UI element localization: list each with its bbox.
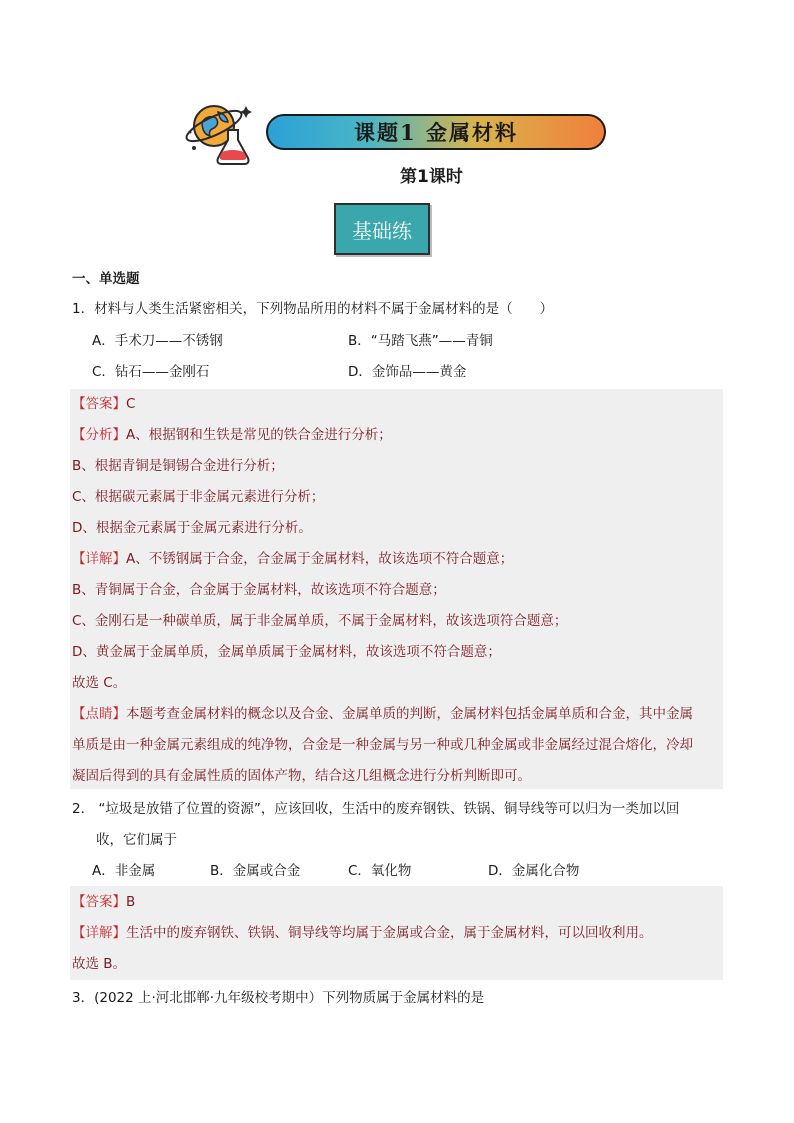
analysis-line: B、根据青铜是铜锡合金进行分析； (72, 458, 284, 474)
q1-answer (72, 394, 135, 414)
section-label: 基础练 (334, 203, 430, 255)
q2-detail (72, 923, 653, 943)
q2-stem: 2． “垃圾是放错了位置的资源”，应该回收，生活中的废弃钢铁、铁锅、铜导线等可以归为一类加以回 (72, 801, 680, 817)
detail-tag: 【详解】 (72, 551, 126, 567)
q1-option-d: D．金饰品——黄金 (348, 364, 467, 380)
q2-answer (72, 892, 135, 912)
science-logo-icon (184, 96, 260, 168)
page-title: 课题1 金属材料 (354, 120, 518, 145)
detail-line: C、金刚石是一种碳单质，属于非金属单质，不属于金属材料，故该选项符合题意； (72, 613, 568, 629)
analysis-tag: 【分析】 (72, 427, 126, 443)
comment-line: 本题考查金属材料的概念以及合金、金属单质的判断，金属材料包括金属单质和合金，其中金属 (126, 706, 693, 722)
q1-option-a: A．手术刀——不锈钢 (92, 333, 223, 349)
title-banner (266, 114, 606, 150)
analysis-line: D、根据金元素属于金属元素进行分析。 (72, 520, 312, 536)
answer-value: C (126, 396, 136, 412)
answer-tag: 【答案】 (72, 894, 126, 910)
q1-analysis (72, 425, 392, 445)
q1-option-c: C．钻石——金刚石 (92, 364, 210, 380)
detail-tag: 【详解】 (72, 925, 126, 941)
detail-line: B、青铜属于合金，合金属于金属材料，故该选项不符合题意； (72, 582, 446, 598)
analysis-line: C、根据碳元素属于非金属元素进行分析； (72, 489, 325, 505)
q2-stem: 收，它们属于 (96, 832, 177, 848)
q3-stem: 3．(2022 上·河北邯郸·九年级校考期中）下列物质属于金属材料的是 (72, 990, 485, 1006)
q1-detail (72, 549, 513, 569)
comment-line: 单质是由一种金属元素组成的纯净物，合金是一种金属与另一种或几种金属或非金属经过混合熔化，冷却 (72, 737, 693, 753)
comment-line: 凝固后得到的具有金属性质的固体产物，结合这几组概念进行分析判断即可。 (72, 768, 531, 784)
answer-tag: 【答案】 (72, 396, 126, 412)
detail-line: A、不锈钢属于合金，合金属于金属材料，故该选项不符合题意； (126, 551, 514, 567)
detail-line: 生活中的废弃钢铁、铁锅、铜导线等均属于金属或合金，属于金属材料，可以回收利用。 (126, 925, 653, 941)
lesson-subtitle: 第1课时 (400, 167, 463, 187)
q1-comment (72, 704, 693, 724)
detail-line: D、黄金属于金属单质，金属单质属于金属材料，故该选项不符合题意； (72, 644, 501, 660)
detail-line: 故选 C。 (72, 675, 127, 691)
q2-option-d: D．金属化合物 (488, 863, 580, 879)
analysis-line: A、根据钢和生铁是常见的铁合金进行分析； (126, 427, 392, 443)
q2-option-b: B．金属或合金 (210, 863, 301, 879)
q1-option-b: B．“马踏飞燕”——青铜 (348, 333, 493, 349)
q2-option-a: A．非金属 (92, 863, 156, 879)
q1-stem: 1．材料与人类生活紧密相关，下列物品所用的材料不属于金属材料的是（ ） (72, 301, 554, 317)
comment-tag: 【点睛】 (72, 706, 126, 722)
detail-line: 故选 B。 (72, 956, 127, 972)
q2-option-c: C．氧化物 (348, 863, 412, 879)
part-title: 一、单选题 (72, 271, 140, 287)
answer-value: B (126, 894, 136, 910)
